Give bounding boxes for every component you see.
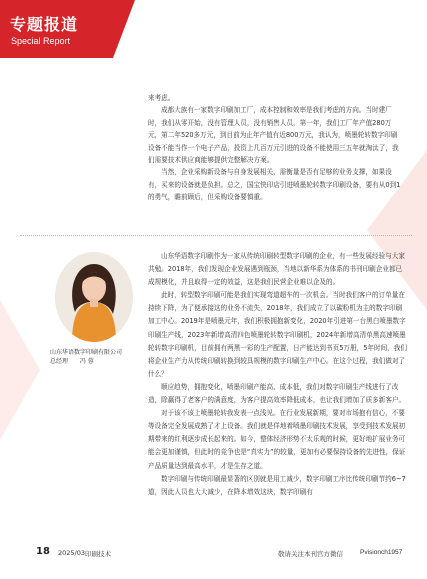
person-role-name xyxy=(50,357,150,366)
page-number: 18 xyxy=(36,546,50,557)
paragraph: 来考虑。 xyxy=(148,94,175,102)
portrait-photo xyxy=(55,252,133,342)
follow-text: 敬请关注本刊官方微信 xyxy=(278,550,343,558)
page-footer xyxy=(0,544,427,564)
company-name: 山东华语数字印刷有限公司 xyxy=(50,349,123,356)
section-title: 专题报道 xyxy=(10,15,79,34)
profile-caption xyxy=(50,348,150,366)
paragraph: 数字印刷与传统印刷最显著的区别就是用工减少，数字印刷工序比传统印刷节约6~7道，因此人员也大大减少，在降本增效这块，数字印刷有 xyxy=(148,474,406,496)
paragraph: 山东华语数字印刷作为一家从传统印刷转型数字印刷的企业，有一些发展经验与大家共勉。2018年，我们发现企业发展遇到瓶颈，当地以新华系为体系的书刊印刷企业都已成规模化，并且取得一定的效益，这是我们民营企业难以企及的。 xyxy=(148,252,405,287)
wechat-handle: Pvisionch1957 xyxy=(360,549,403,556)
section-divider xyxy=(20,235,412,236)
paragraph: 此时，转型数字印刷可能是我们实现弯道超车的一次机会。当时我们客户的订单量在持续下降，为了便承接这的业务不流失，2018年，我们成立了以碳粉机为主的数字印刷加工中心。2019年是喷墨元年，我们积极拥抱新变化，2020年引进第一台黑白喷墨数字印刷生产线，2023年新增高清四色喷墨轮转数字印刷机，2024年新增高清单黑高速喷墨轮转数字印刷机，目前拥有两黑一彩的生产配置，日产能达到书页5万册，5年时间，我们将企业生产力从传统印刷转换到较具规模的数字印刷生产中心。在这个过程，我们做对了什么？ xyxy=(148,291,407,378)
section-subtitle: Special Report xyxy=(11,36,71,46)
issue-date: 2025/03 xyxy=(58,549,86,557)
paragraph: 当然，企业采购新设备与自身发展相关，需衡量是否有足够的业务支撑，如果没有，买来的设备就是负担。总之，国宝快印店引进喷墨轮转数字印刷设备，要有从0到1的勇气，瞻前顾后，但采购设备要慎重。 xyxy=(148,168,401,202)
person-role: 总经理 xyxy=(50,358,69,365)
paragraph: 成都大族有一家数字印刷加工厂，成本控制和效率是我们考虑的方向。当时建厂时，我们从零开始，没有管理人员，没有销售人员，第一年，我们工厂年产值280万元，第二年520多万元，到目前为止年产值有近800万元，我认为，喷墨轮转数字印刷设备不能当作一个电子产品，投资上几百万元引进的设备不能使用三五年就淘汰了，我们需要技术供应商能够提供完整解决方案。 xyxy=(148,106,399,165)
magazine-name: 印刷技术 xyxy=(85,550,111,558)
article-section-2 xyxy=(148,250,408,499)
article-section-1 xyxy=(148,92,403,204)
paragraph: 对于该不该上喷墨轮转我发表一点浅见。在行业发展新期，要对市场抱有信心，不要等设备完全发展成熟了才上设备。我们就是佯地着喷墨印刷技术发展，享受到技术发展初期带来的红利逐步成长起来的。如今，整体经济形势不太乐观的时候，更好地扩展业务可能会更加谨慎，但此时的竞争也是“真实力”的较量，更加有必要保持设备的先进性，保证产品质量达到最高水平，才是生存之道。 xyxy=(148,409,406,470)
paragraph: 顺应趋势，拥抱变化，喷墨印刷产能高、成本低，我们对数字印刷生产线进行了改造，除赢得了老客户的满意度，为客户提高效率降低成本，也让我们增加了质多新客户。 xyxy=(148,382,406,405)
section-header xyxy=(0,0,427,58)
portrait-illustration xyxy=(55,252,133,342)
header-band-tail xyxy=(113,0,135,58)
decorative-triangle-left xyxy=(0,300,40,440)
person-name: 冯 蓉 xyxy=(79,358,94,365)
